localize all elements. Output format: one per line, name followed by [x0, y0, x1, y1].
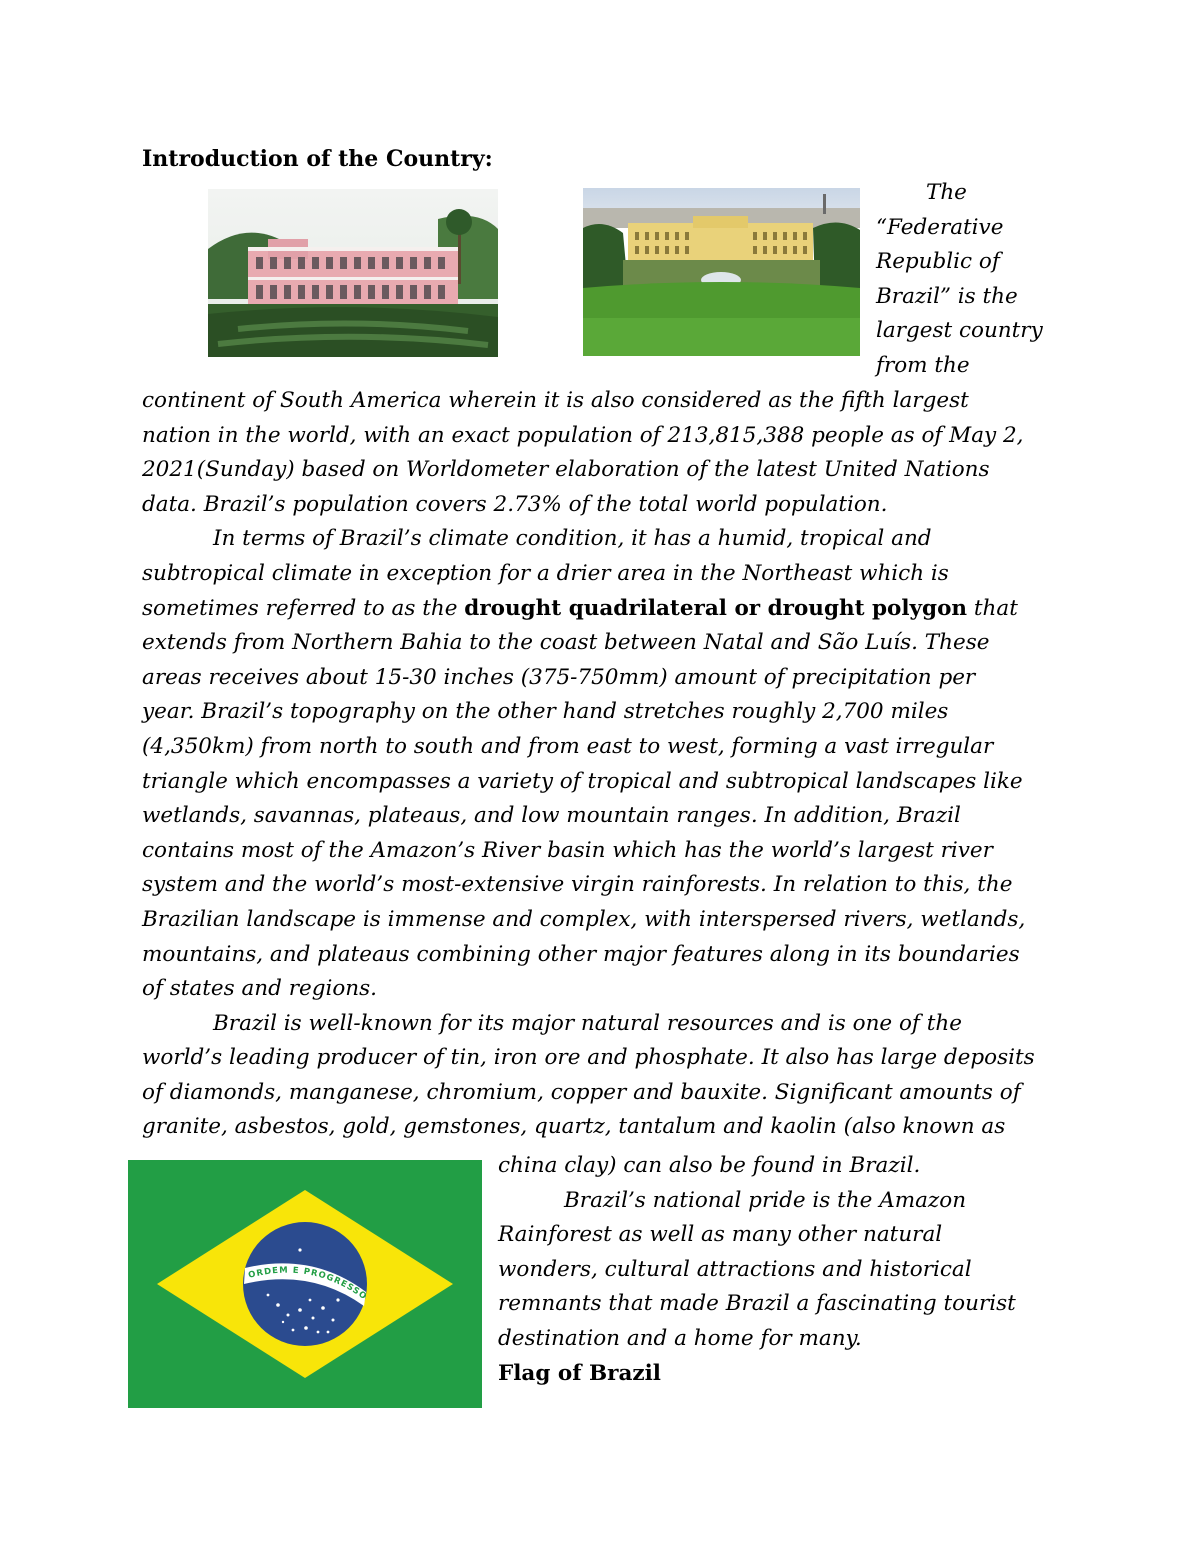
text-line: destination and a home for many.	[498, 1325, 862, 1351]
text-line	[142, 592, 1035, 627]
text-line: world’s leading producer of tin, iron ore and phosphate. It also has large deposits	[142, 1045, 1035, 1071]
text-segment: that	[967, 595, 1018, 621]
text-line: contains most of the Amazon’s River basin which has the world’s largest river	[142, 837, 993, 863]
text-line: The	[926, 180, 967, 205]
intro-column-text	[876, 176, 1043, 384]
text-line: granite, asbestos, gold, gemstones, quartz, tantalum and kaolin (also known as	[142, 1114, 1006, 1140]
text-line: of states and regions.	[142, 976, 378, 1002]
body-text	[142, 384, 1035, 1145]
flag-caption: Flag of Brazil	[498, 1360, 661, 1386]
text-line: 2021(Sunday) based on Worldometer elaboration of the latest United Nations	[142, 457, 990, 483]
text-line: Republic of	[876, 249, 1000, 275]
text-line: extends from Northern Bahia to the coast between Natal and São Luís. These	[142, 630, 990, 656]
text-line: Brazil’s national pride is the Amazon	[564, 1187, 967, 1213]
text-line: (4,350km) from north to south and from east to west, forming a vast irregular	[142, 733, 994, 759]
text-line: areas receives about 15-30 inches (375-750mm) amount of precipitation per	[142, 664, 976, 690]
text-line: Brazil” is the	[876, 283, 1018, 309]
text-line: year. Brazil’s topography on the other hand stretches roughly 2,700 miles	[142, 699, 949, 725]
text-line: remnants that made Brazil a fascinating tourist	[498, 1291, 1016, 1317]
text-line: Brazilian landscape is immense and complex, with interspersed rivers, wetlands,	[142, 906, 1026, 932]
text-line: mountains, and plateaus combining other major features along in its boundaries	[142, 941, 1020, 967]
text-line: subtropical climate in exception for a drier area in the Northeast which is	[142, 560, 949, 586]
pink-palace-photo	[208, 189, 498, 357]
flag-side-text	[498, 1149, 1016, 1391]
text-line: nation in the world, with an exact population of 213,815,388 people as of May 2,	[142, 422, 1024, 448]
text-line: Brazil is well-known for its major natural resources and is one of the	[213, 1010, 962, 1036]
text-line: “Federative	[876, 214, 1004, 240]
text-line: largest country	[876, 318, 1043, 344]
text-line: triangle which encompasses a variety of tropical and subtropical landscapes like	[142, 768, 1023, 794]
text-line: continent of South America wherein it is also considered as the fifth largest	[142, 388, 969, 413]
text-segment: sometimes referred to as the	[142, 595, 465, 621]
text-line: of diamonds, manganese, chromium, copper and bauxite. Significant amounts of	[142, 1079, 1021, 1105]
text-line: wonders, cultural attractions and historical	[498, 1256, 972, 1282]
text-line: data. Brazil’s population covers 2.73% of the total world population.	[142, 491, 888, 517]
yellow-palace-photo	[583, 188, 860, 356]
bold-term: drought quadrilateral or drought polygon	[464, 595, 968, 621]
text-line: china clay) can also be found in Brazil.	[498, 1153, 921, 1178]
text-line: Rainforest as well as many other natural	[498, 1222, 943, 1248]
text-line: from the	[876, 352, 970, 378]
brazil-flag-image	[128, 1160, 482, 1408]
text-line: wetlands, savannas, plateaus, and low mountain ranges. In addition, Brazil	[142, 803, 961, 829]
text-line: In terms of Brazil’s climate condition, it has a humid, tropical and	[213, 526, 932, 552]
page-heading: Introduction of the Country:	[142, 146, 493, 172]
flag-motto: ORDEM E PROGRESSO	[247, 1265, 369, 1303]
text-line: system and the world’s most-extensive virgin rainforests. In relation to this, the	[142, 872, 1013, 898]
